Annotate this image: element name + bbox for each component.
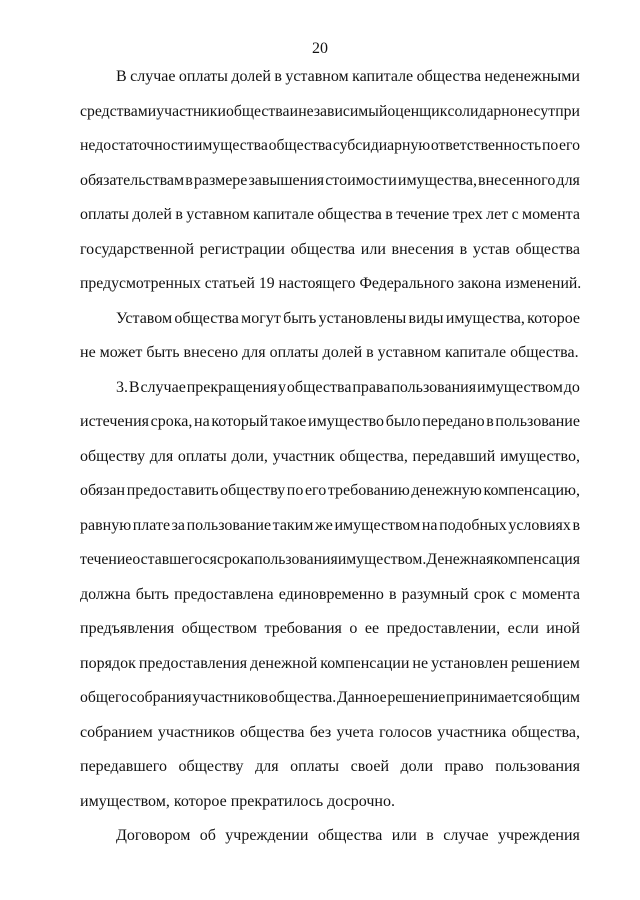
text-line: равную плате за пользование таким же имуществом на подобных условиях в: [80, 516, 580, 534]
text-line: истечения срока, на который такое имущество было передано в пользование: [80, 413, 580, 430]
paragraph: [80, 819, 580, 854]
text-line: не может быть внесено для оплаты долей в уставном капитале общества.: [80, 344, 579, 361]
text-line: 3. В случае прекращения у общества права пользования имуществом до: [116, 378, 580, 396]
text-line: Договором об учреждении общества или в случае учреждения: [116, 827, 580, 844]
paragraph: [80, 371, 580, 820]
text-line: средствами участники общества и независимый оценщик солидарно несут при: [80, 102, 580, 120]
text-line: В случае оплаты долей в уставном капитале общества неденежными: [116, 68, 580, 85]
text-line: имуществом, которое прекратилось досрочно.: [80, 792, 395, 810]
text-line: предусмотренных статьей 19 настоящего Федерального закона изменений.: [80, 275, 582, 292]
document-body: [80, 60, 580, 854]
text-line: собранием участников общества без учета голосов участника общества,: [80, 723, 580, 741]
text-line: течение оставшегося срока пользования имуществом. Денежная компенсация: [80, 551, 580, 568]
text-line: обязан предоставить обществу по его требованию денежную компенсацию,: [80, 482, 580, 499]
text-line: недостаточности имущества общества субсидиарную ответственность по его: [80, 137, 580, 154]
text-line: общего собрания участников общества. Данное решение принимается общим: [80, 689, 580, 706]
text-line: порядок предоставления денежной компенсации не установлен решением: [80, 654, 580, 672]
paragraph: [80, 302, 580, 371]
text-line: оплаты долей в уставном капитале общества в течение трех лет с момента: [80, 206, 580, 223]
page-number: 20: [312, 40, 328, 57]
text-line: должна быть предоставлена единовременно в разумный срок с момента: [80, 585, 580, 603]
text-line: государственной регистрации общества или внесения в устав общества: [80, 240, 580, 258]
text-line: обязательствам в размере завышения стоимости имущества, внесенного для: [80, 171, 580, 189]
text-line: обществу для оплаты доли, участник общества, передавший имущество,: [80, 447, 580, 465]
text-line: предъявления обществом требования о ее предоставлении, если иной: [80, 620, 580, 637]
text-line: передавшего обществу для оплаты своей доли право пользования: [80, 758, 580, 775]
paragraph: [80, 60, 580, 302]
text-line: Уставом общества могут быть установлены виды имущества, которое: [116, 309, 580, 327]
